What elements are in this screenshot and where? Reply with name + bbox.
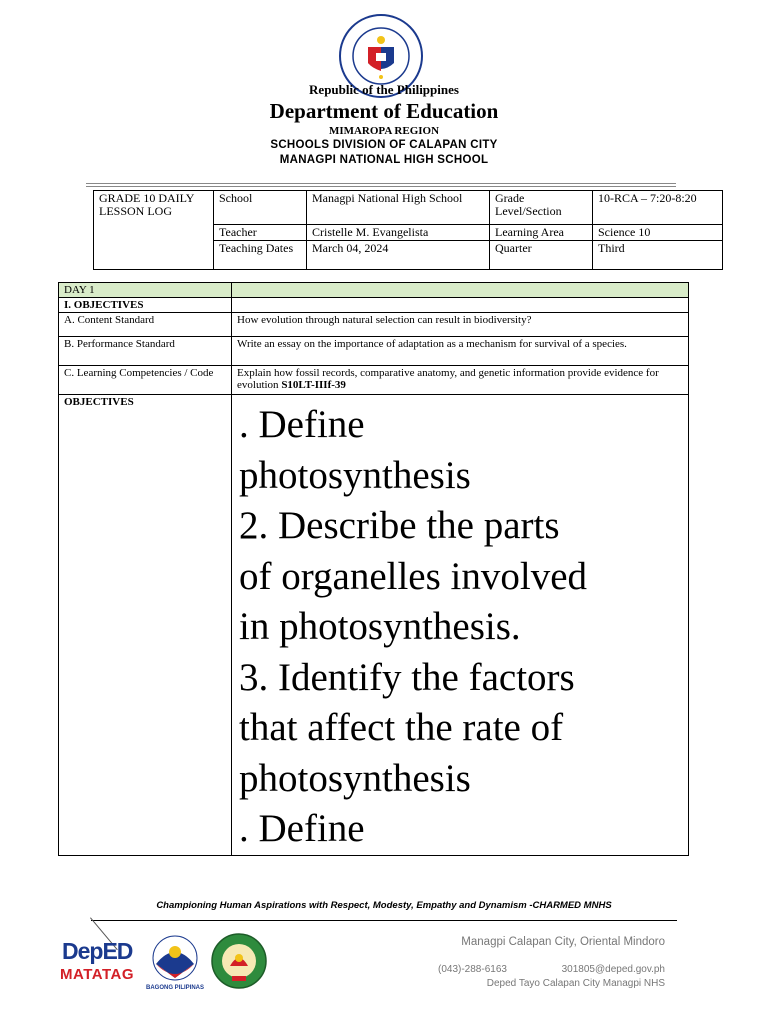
day-label: DAY 1 (59, 283, 232, 298)
header-rule-2 (86, 186, 676, 187)
info-cell: Managpi National High School (307, 191, 490, 225)
competencies: Explain how fossil records, comparative anatomy, and genetic information provide evidence for evolution (237, 367, 659, 391)
school-logo (210, 932, 268, 990)
objectives-content (232, 395, 689, 856)
school-heading: MANAGPI NATIONAL HIGH SCHOOL (279, 154, 489, 166)
performance-standard-label: B. Performance Standard (59, 337, 232, 366)
info-cell: Science 10 (593, 225, 723, 241)
content-standard-label: A. Content Standard (59, 313, 232, 337)
school-phone: (043)-288-6163 (438, 964, 507, 975)
info-cell: 10-RCA – 7:20-8:20 (593, 191, 723, 225)
republic-heading: Republic of the Philippines (309, 82, 459, 97)
objective-line: in photosynthesis. (239, 605, 521, 648)
objective-line: photosynthesis (239, 453, 471, 497)
bagong-pilipinas-logo (144, 934, 206, 992)
info-cell: Cristelle M. Evangelista (307, 225, 490, 241)
info-cell: Learning Area (490, 225, 593, 241)
objectives-heading: I. OBJECTIVES (59, 298, 232, 313)
header-rule (86, 183, 676, 184)
competency-code: S10LT-IIIf-39 (281, 379, 346, 391)
objective-line: 2. Describe the parts (239, 504, 560, 547)
footer-rule (91, 920, 677, 921)
day-blank (232, 283, 689, 298)
performance-standard: Write an essay on the importance of adaptation as a mechanism for survival of a species. (232, 337, 689, 366)
info-cell: Teacher (214, 225, 307, 241)
info-cell: Grade Level/Section (490, 191, 593, 225)
school-facebook: Deped Tayo Calapan City Managpi NHS (486, 978, 665, 989)
objective-line: . Define (239, 807, 365, 850)
info-cell: March 04, 2024 (307, 241, 490, 270)
lesson-info-table (93, 190, 723, 270)
deped-matatag-logo (58, 938, 138, 992)
objective-line: photosynthesis (239, 756, 471, 800)
info-cell: Teaching Dates (214, 241, 307, 270)
objective-line: . Define (239, 403, 365, 446)
objectives-label: OBJECTIVES (59, 395, 232, 856)
info-cell: School (214, 191, 307, 225)
objectives-blank (232, 298, 689, 313)
bagong-pilipinas-text: BAGONG PILIPINAS (145, 985, 205, 991)
matatag-logo-text: MATATAG (60, 966, 135, 983)
deped-logo-text: DepED (62, 938, 133, 964)
info-cell: Third (593, 241, 723, 270)
region-heading: MIMAROPA REGION (328, 125, 440, 137)
footer-tagline: Championing Human Aspirations with Respect, Modesty, Empathy and Dynamism -CHARMED MNHS (156, 900, 612, 911)
objective-line: that affect the rate of (239, 706, 564, 749)
grade-title: GRADE 10 DAILY LESSON LOG (94, 191, 214, 270)
school-address: Managpi Calapan City, Oriental Mindoro (461, 936, 665, 948)
objective-line: of organelles involved (239, 554, 588, 598)
competencies-label: C. Learning Competencies / Code (59, 366, 232, 395)
objective-line: 3. Identify the factors (239, 655, 575, 699)
competencies-cell (232, 366, 689, 395)
info-cell: Quarter (490, 241, 593, 270)
division-heading: SCHOOLS DIVISION OF CALAPAN CITY (270, 139, 498, 151)
department-heading: Department of Education (269, 99, 499, 123)
school-email: 301805@deped.gov.ph (561, 964, 665, 975)
lesson-plan-table (58, 282, 689, 856)
content-standard: How evolution through natural selection can result in biodiversity? (232, 313, 689, 337)
